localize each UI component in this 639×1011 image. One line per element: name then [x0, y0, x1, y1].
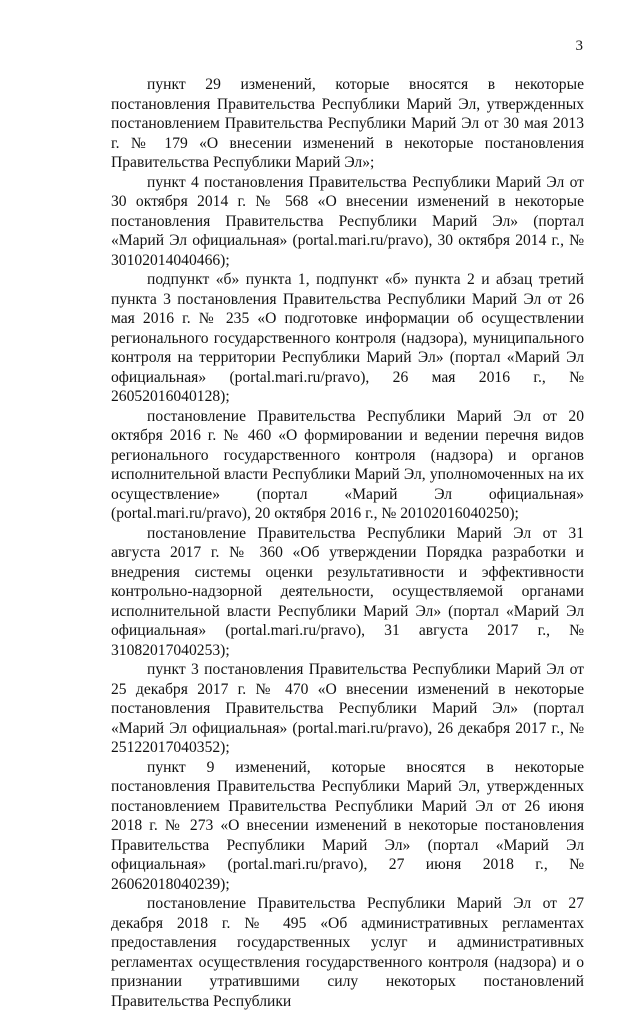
paragraph-item-4: постановление Правительства Республики Марий Эл от 20 октября 2016 г. № 460 «О формировании и ведении перечня видов регионального государственного контроля (надзора) и органов исполнительной власти Республики Марий Эл, уполномоченных на их осуществление» (портал «Марий Эл официальная» (portal.mari.ru/pravo), 20 октября 2016 г., № 20102016040250);: [111, 407, 584, 522]
paragraph-item-3: подпункт «б» пункта 1, подпункт «б» пункта 2 и абзац третий пункта 3 постановления Правительства Республики Марий Эл от 26 мая 2016 г. № 235 «О подготовке информации об осуществлении регионального государственного контроля (надзора), муниципального контроля на территории Республики Марий Эл» (портал «Марий Эл официальная» (portal.mari.ru/pravo), 26 мая 2016 г., № 26052016040128);: [111, 271, 584, 405]
document-body: [111, 75, 584, 1011]
paragraph-item-7: пункт 9 изменений, которые вносятся в некоторые постановления Правительства Республики Марий Эл, утвержденных постановлением Правительства Республики Марий Эл от 26 июня 2018 г. № 273 «О внесении изменений в некоторые постановления Правительства Республики Марий Эл» (портал «Марий Эл официальная» (portal.mari.ru/pravo), 27 июня 2018 г., № 26062018040239);: [111, 758, 584, 893]
page-number: 3: [575, 38, 583, 54]
paragraph-item-6: пункт 3 постановления Правительства Республики Марий Эл от 25 декабря 2017 г. № 470 «О внесении изменений в некоторые постановления Правительства Республики Марий Эл» (портал «Марий Эл официальная» (portal.mari.ru/pravo), 26 декабря 2017 г., № 25122017040352);: [111, 661, 584, 756]
paragraph-item-5: постановление Правительства Республики Марий Эл от 31 августа 2017 г. № 360 «Об утверждении Порядка разработки и внедрения системы оценки результативности и эффективности контрольно-надзорной деятельности, осуществляемой органами исполнительной власти Республики Марий Эл» (портал «Марий Эл официальная» (portal.mari.ru/pravo), 31 августа 2017 г., № 31082017040253);: [111, 524, 584, 659]
paragraph-item-1: пункт 29 изменений, которые вносятся в некоторые постановления Правительства Республики Марий Эл, утвержденных постановлением Правительства Республики Марий Эл от 30 мая 2013 г. № 179 «О внесении изменений в некоторые постановления Правительства Республики Марий Эл»;: [111, 76, 584, 171]
paragraph-item-2: пункт 4 постановления Правительства Республики Марий Эл от 30 октября 2014 г. № 568 «О внесении изменений в некоторые постановления Правительства Республики Марий Эл» (портал «Марий Эл официальная» (portal.mari.ru/pravo), 30 октября 2014 г., № 30102014040466);: [111, 173, 584, 269]
paragraph-item-8: постановление Правительства Республики Марий Эл от 27 декабря 2018 г. № 495 «Об административных регламентах предоставления государственных услуг и административных регламентах осуществления государственного контроля (надзора) и о признании утратившими силу некоторых постановлений Правительства Республики: [111, 895, 584, 1010]
